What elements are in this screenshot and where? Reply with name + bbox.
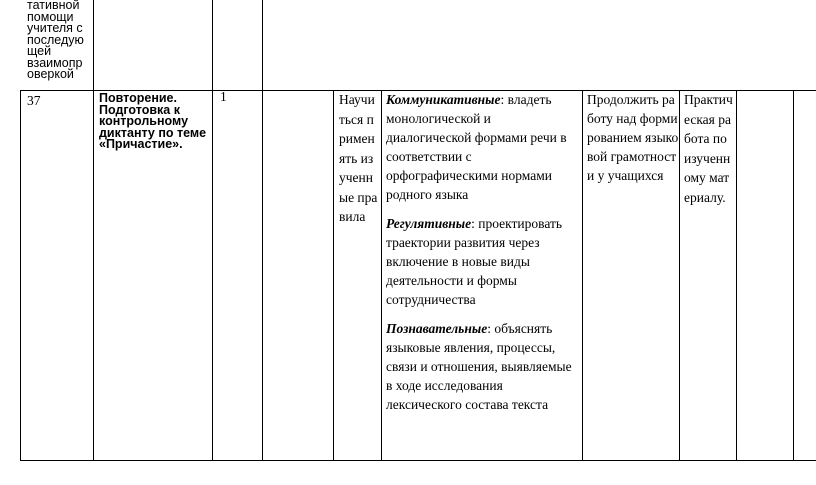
lesson-goal: Научиться применять изученные правила — [339, 92, 378, 224]
uud-communicative — [386, 90, 578, 204]
uud-label: Регулятивные — [386, 216, 472, 231]
uud-regulative — [386, 214, 578, 309]
lesson-hours: 1 — [220, 89, 227, 104]
table-border — [381, 90, 382, 461]
table-border — [333, 90, 334, 461]
uud-label: Коммуникативные — [386, 92, 501, 107]
table-border — [679, 90, 680, 461]
lesson-number: 37 — [27, 93, 41, 108]
control-form: Практическая работа по изученному материалу. — [684, 92, 733, 205]
table-border — [20, 460, 816, 461]
table-border — [93, 90, 94, 461]
lesson-topic: Повторение. Подготовка к контрольному диктанту по теме «Причастие». — [99, 91, 207, 151]
table-border — [20, 90, 21, 461]
table-border — [793, 90, 794, 461]
uud-text: : объяснять языковые явления, процессы, связи и отношения, выявляемые в ходе исследования лексического состава текста — [386, 321, 572, 412]
uud-text: : проектировать траектории развития через включение в новые виды деятельности и формы сотрудничества — [386, 216, 563, 307]
continued-cell-text: тативной помощи учителя с последую щей взаимопр оверкой — [27, 0, 84, 81]
table-border — [212, 90, 213, 461]
table-border — [582, 90, 583, 461]
table-border — [736, 90, 737, 461]
table-border — [262, 90, 263, 461]
table-border — [93, 0, 94, 90]
table-border — [212, 0, 213, 90]
uud-cognitive — [386, 319, 578, 414]
table-border — [262, 0, 263, 90]
uud-block — [386, 90, 578, 424]
personal-results: Продолжить работу над формированием языковой грамотности у учащихся — [587, 92, 679, 183]
uud-text: : владеть монологической и диалогической формами речи в соответствии с орфографическими нормами родного языка — [386, 92, 567, 202]
uud-label: Познавательные — [386, 321, 488, 336]
